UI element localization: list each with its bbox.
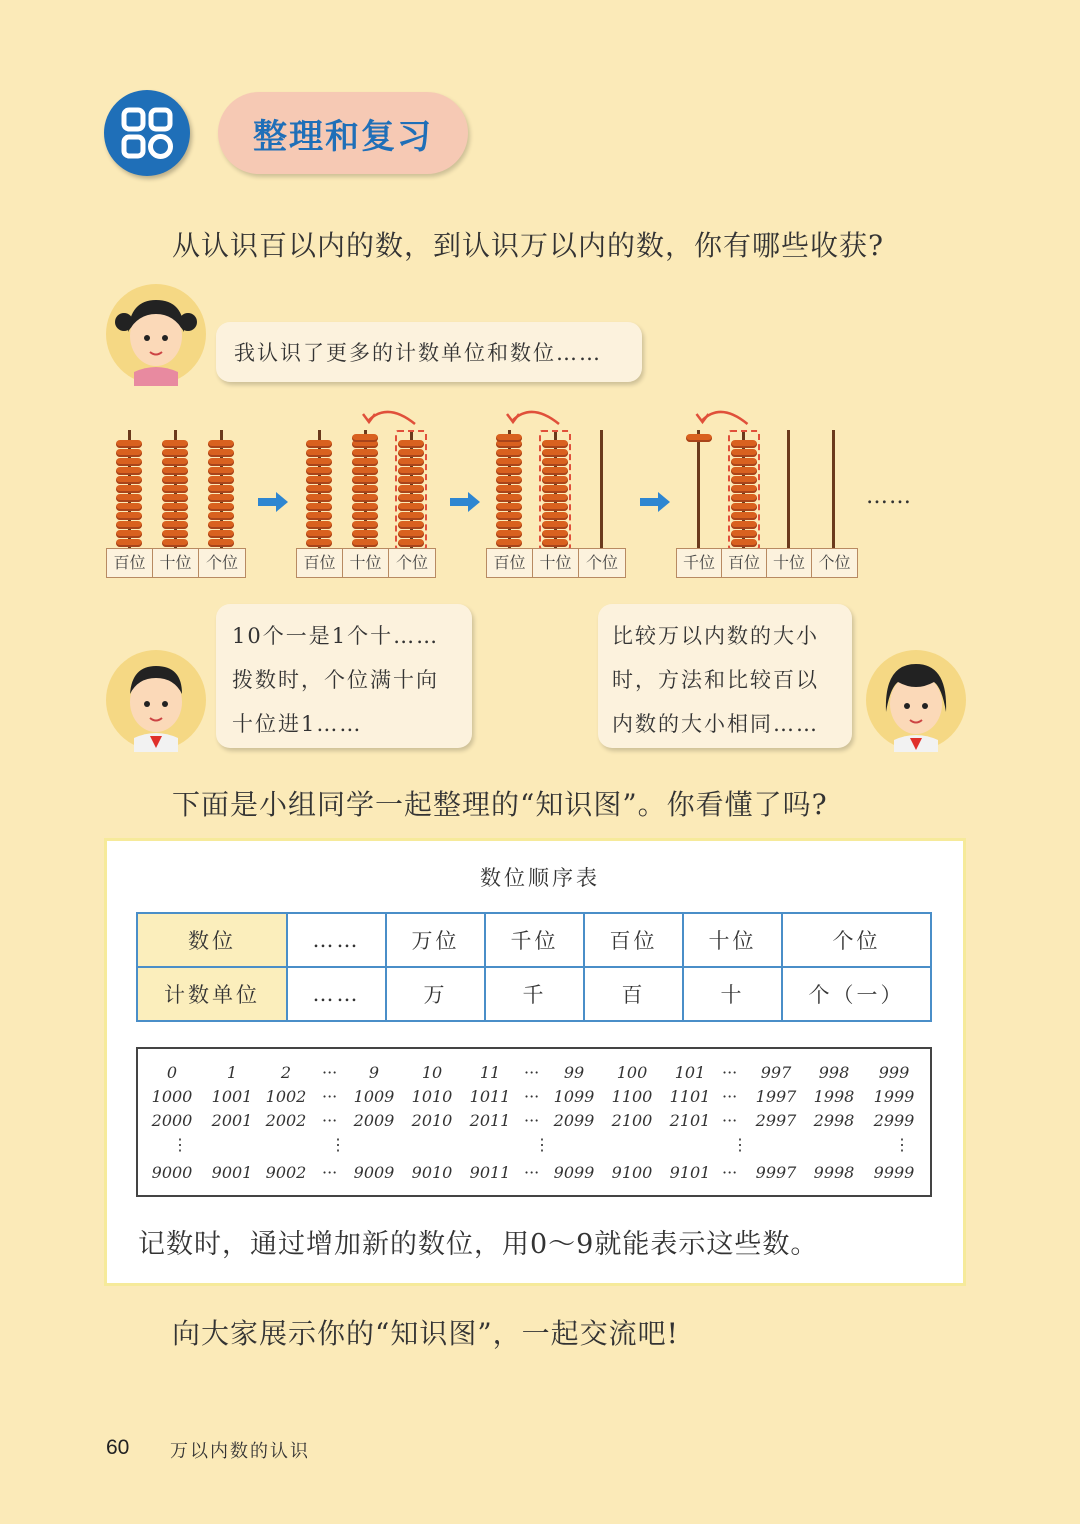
abacus-bead bbox=[496, 485, 522, 493]
boy-speech-line: 10个一是1个十…… bbox=[232, 624, 440, 648]
vertical-ellipsis: ⋮ bbox=[732, 1135, 748, 1154]
abacus-bead bbox=[162, 440, 188, 448]
number-cell: 9101 bbox=[669, 1163, 711, 1182]
abacus-bead bbox=[162, 485, 188, 493]
closing-text: 向大家展示你的“知识图”，一起交流吧! bbox=[172, 1317, 679, 1350]
number-cell: 2011 bbox=[469, 1111, 511, 1130]
abacus-rod bbox=[697, 430, 700, 548]
abacus-bead bbox=[208, 530, 234, 538]
horizontal-ellipsis: ··· bbox=[722, 1087, 738, 1106]
number-cell: 2010 bbox=[411, 1111, 453, 1130]
number-cell: 1002 bbox=[265, 1087, 307, 1106]
abacus-bead bbox=[352, 503, 378, 511]
number-grid bbox=[136, 1047, 932, 1197]
highlight-dashed-box bbox=[539, 430, 571, 550]
abacus-bead bbox=[162, 503, 188, 511]
number-cell: 99 bbox=[563, 1063, 585, 1082]
abacus-place-label: 百位 bbox=[107, 549, 153, 577]
question-text: 从认识百以内的数，到认识万以内的数，你有哪些收获? bbox=[172, 229, 885, 262]
abacus-bead bbox=[162, 494, 188, 502]
horizontal-ellipsis: ··· bbox=[524, 1063, 540, 1082]
abacus-place-label: 千位 bbox=[677, 549, 722, 577]
abacus-bead bbox=[208, 449, 234, 457]
horizontal-ellipsis: ··· bbox=[524, 1163, 540, 1182]
horizontal-ellipsis: ··· bbox=[322, 1087, 338, 1106]
abacus-bead bbox=[208, 539, 234, 547]
carry-arrow-icon bbox=[676, 404, 856, 428]
abacus-bead bbox=[306, 530, 332, 538]
section-title bbox=[218, 92, 468, 174]
number-cell: 9100 bbox=[611, 1163, 653, 1182]
number-cell: 9010 bbox=[411, 1163, 453, 1182]
boy-speech-bubble bbox=[216, 604, 472, 748]
abacus-bead bbox=[352, 539, 378, 547]
number-cell: 0 bbox=[166, 1063, 178, 1082]
abacus-place-label: 个位 bbox=[205, 553, 238, 572]
abacus-bead bbox=[162, 458, 188, 466]
abacus-bead bbox=[208, 476, 234, 484]
abacus-bead bbox=[116, 512, 142, 520]
number-cell: 2101 bbox=[669, 1111, 711, 1130]
abacus-bead bbox=[352, 530, 378, 538]
number-cell: 2000 bbox=[151, 1111, 193, 1130]
number-cell: 1997 bbox=[755, 1087, 797, 1106]
carry-arrow-icon bbox=[296, 404, 434, 428]
abacus-place-label: 百位 bbox=[722, 549, 767, 577]
abacus-rod bbox=[787, 430, 790, 548]
abacus-bead bbox=[162, 539, 188, 547]
table-cell: …… bbox=[287, 967, 386, 1021]
table-cell: 万 bbox=[386, 967, 485, 1021]
table-cell: 千位 bbox=[485, 913, 584, 967]
abacus-bead bbox=[116, 449, 142, 457]
place-value-table bbox=[136, 912, 932, 1022]
abacus-rod bbox=[600, 430, 603, 548]
horizontal-ellipsis: ··· bbox=[322, 1163, 338, 1182]
abacus-bead bbox=[208, 467, 234, 475]
number-cell: 2099 bbox=[553, 1111, 595, 1130]
number-cell: 9099 bbox=[553, 1163, 595, 1182]
number-cell: 2002 bbox=[265, 1111, 307, 1130]
number-cell: 101 bbox=[674, 1063, 706, 1082]
abacus-bead bbox=[306, 503, 332, 511]
intro-text: 下面是小组同学一起整理的“知识图”。你看懂了吗? bbox=[172, 788, 828, 821]
right-arrow-icon bbox=[450, 492, 482, 512]
abacus-bead bbox=[306, 521, 332, 529]
horizontal-ellipsis: ··· bbox=[524, 1087, 540, 1106]
abacus-place-label: 个位 bbox=[395, 553, 428, 572]
abacus-bead bbox=[116, 476, 142, 484]
number-cell: 100 bbox=[616, 1063, 648, 1082]
abacus-bead bbox=[208, 485, 234, 493]
abacus-bead bbox=[306, 476, 332, 484]
girl2-speech-line: 比较万以内数的大小 bbox=[612, 624, 819, 648]
girl2-speech-line: 内数的大小相同…… bbox=[612, 712, 819, 736]
abacus-bead bbox=[306, 539, 332, 547]
abacus-bead bbox=[352, 521, 378, 529]
abacus-bead bbox=[352, 449, 378, 457]
number-cell: 10 bbox=[421, 1063, 443, 1082]
abacus-bead bbox=[116, 494, 142, 502]
horizontal-ellipsis: ··· bbox=[722, 1163, 738, 1182]
abacus-base bbox=[296, 548, 436, 578]
horizontal-ellipsis: ··· bbox=[322, 1111, 338, 1130]
highlight-dashed-box bbox=[728, 430, 760, 550]
number-cell: 2100 bbox=[611, 1111, 653, 1130]
table-caption: 数位顺序表 bbox=[480, 866, 600, 890]
number-cell: 1000 bbox=[151, 1087, 193, 1106]
abacus-bead bbox=[306, 449, 332, 457]
number-cell: 1099 bbox=[553, 1087, 595, 1106]
girl-avatar bbox=[104, 282, 208, 386]
horizontal-ellipsis: ··· bbox=[524, 1111, 540, 1130]
number-cell: 1009 bbox=[353, 1087, 395, 1106]
number-cell: 9 bbox=[368, 1063, 380, 1082]
grid-squares-icon bbox=[104, 90, 190, 176]
right-arrow-icon bbox=[640, 492, 672, 512]
abacus-bead bbox=[116, 539, 142, 547]
table-cell: 百 bbox=[584, 967, 683, 1021]
abacus-place-label: 个位 bbox=[818, 553, 851, 572]
abacus-bead bbox=[116, 440, 142, 448]
boy-speech-line: 十位进1…… bbox=[232, 712, 363, 736]
section-title-text: 整理和复习 bbox=[253, 116, 433, 157]
abacus-bead bbox=[306, 440, 332, 448]
number-cell: 2 bbox=[280, 1063, 292, 1082]
abacus-bead bbox=[306, 467, 332, 475]
abacus-bead bbox=[162, 476, 188, 484]
number-cell: 1010 bbox=[411, 1087, 453, 1106]
abacus-bead bbox=[208, 512, 234, 520]
horizontal-ellipsis: ··· bbox=[722, 1063, 738, 1082]
abacus-bead bbox=[352, 485, 378, 493]
girl2-avatar bbox=[864, 648, 968, 752]
number-cell: 2001 bbox=[211, 1111, 253, 1130]
abacus-bead bbox=[162, 467, 188, 475]
conclusion-text: 记数时，通过增加新的数位，用0～9就能表示这些数。 bbox=[138, 1229, 819, 1260]
number-cell: 9001 bbox=[211, 1163, 253, 1182]
abacus-base bbox=[106, 548, 246, 578]
number-cell: 11 bbox=[479, 1063, 501, 1082]
abacus-bead bbox=[352, 512, 378, 520]
abacus-bead bbox=[352, 467, 378, 475]
number-cell: 9000 bbox=[151, 1163, 193, 1182]
abacus-bead bbox=[496, 530, 522, 538]
number-cell: 9998 bbox=[813, 1163, 855, 1182]
abacus-bead bbox=[352, 476, 378, 484]
table-cell: 个位 bbox=[782, 913, 931, 967]
vertical-ellipsis: ⋮ bbox=[534, 1135, 550, 1154]
vertical-ellipsis: ⋮ bbox=[894, 1135, 910, 1154]
abacus-bead bbox=[496, 503, 522, 511]
abacus bbox=[106, 420, 244, 580]
table-cell: 计数单位 bbox=[137, 967, 287, 1021]
number-cell: 9009 bbox=[353, 1163, 395, 1182]
number-cell: 1011 bbox=[469, 1087, 511, 1106]
number-cell: 9997 bbox=[755, 1163, 797, 1182]
abacus-bead bbox=[352, 434, 378, 442]
number-cell: 999 bbox=[878, 1063, 910, 1082]
number-cell: 1999 bbox=[873, 1087, 915, 1106]
abacus-bead bbox=[306, 494, 332, 502]
abacus-bead bbox=[208, 458, 234, 466]
abacus-bead bbox=[496, 494, 522, 502]
number-cell: 1998 bbox=[813, 1087, 855, 1106]
table-cell: 万位 bbox=[386, 913, 485, 967]
horizontal-ellipsis: ··· bbox=[722, 1111, 738, 1130]
table-cell: 千 bbox=[485, 967, 584, 1021]
abacus-place-label: 百位 bbox=[487, 549, 533, 577]
number-cell: 998 bbox=[818, 1063, 850, 1082]
abacus-place-label: 十位 bbox=[343, 549, 389, 577]
abacus-bead bbox=[208, 521, 234, 529]
place-row bbox=[137, 913, 931, 967]
vertical-ellipsis: ⋮ bbox=[330, 1135, 346, 1154]
carry-arrow-icon bbox=[486, 404, 624, 428]
number-cell: 9011 bbox=[469, 1163, 511, 1182]
boy-speech-line: 拨数时，个位满十向 bbox=[232, 668, 439, 692]
abacus-bead bbox=[116, 458, 142, 466]
page-number: 60 bbox=[106, 1436, 130, 1459]
abacus bbox=[676, 420, 856, 580]
abacus-bead bbox=[162, 512, 188, 520]
abacus-bead bbox=[306, 485, 332, 493]
abacus-bead bbox=[496, 539, 522, 547]
abacus-rod bbox=[832, 430, 835, 548]
book-title: 万以内数的认识 bbox=[170, 1441, 310, 1462]
abacus-bead bbox=[162, 449, 188, 457]
girl2-speech-line: 时，方法和比较百以 bbox=[612, 668, 819, 692]
table-cell: 数位 bbox=[137, 913, 287, 967]
number-cell: 1100 bbox=[611, 1087, 653, 1106]
abacus-bead bbox=[162, 530, 188, 538]
abacus-base bbox=[676, 548, 858, 578]
number-cell: 2998 bbox=[813, 1111, 855, 1130]
number-cell: 2999 bbox=[873, 1111, 915, 1130]
unit-row bbox=[137, 967, 931, 1021]
abacus bbox=[486, 420, 624, 580]
abacus-base bbox=[486, 548, 626, 578]
table-cell: …… bbox=[287, 913, 386, 967]
abacus-bead bbox=[116, 467, 142, 475]
abacus-bead bbox=[686, 434, 712, 442]
table-cell: 百位 bbox=[584, 913, 683, 967]
abacus bbox=[296, 420, 434, 580]
right-arrow-icon bbox=[258, 492, 290, 512]
abacus-bead bbox=[496, 434, 522, 442]
table-cell: 个（一） bbox=[782, 967, 931, 1021]
abacus-bead bbox=[352, 494, 378, 502]
abacus-place-label: 十位 bbox=[533, 549, 579, 577]
abacus-bead bbox=[116, 503, 142, 511]
abacus-bead bbox=[116, 485, 142, 493]
boy-avatar bbox=[104, 648, 208, 752]
abacus-bead bbox=[306, 458, 332, 466]
abacus-place-label: 十位 bbox=[153, 549, 199, 577]
number-cell: 1101 bbox=[669, 1087, 711, 1106]
table-cell: 十位 bbox=[683, 913, 782, 967]
number-cell: 2009 bbox=[353, 1111, 395, 1130]
abacus-bead bbox=[162, 521, 188, 529]
abacus-place-label: 百位 bbox=[297, 549, 343, 577]
abacus-bead bbox=[496, 512, 522, 520]
abacus-place-label: 个位 bbox=[585, 553, 618, 572]
girl-speech-text: 我认识了更多的计数单位和数位…… bbox=[234, 341, 602, 365]
number-cell: 9002 bbox=[265, 1163, 307, 1182]
abacus-bead bbox=[116, 521, 142, 529]
number-cell: 1 bbox=[226, 1063, 238, 1082]
abacus-ellipsis: …… bbox=[866, 484, 912, 509]
number-cell: 9999 bbox=[873, 1163, 915, 1182]
abacus-bead bbox=[352, 458, 378, 466]
abacus-bead bbox=[496, 449, 522, 457]
abacus-place-label: 十位 bbox=[767, 549, 812, 577]
abacus-bead bbox=[496, 458, 522, 466]
abacus-bead bbox=[208, 440, 234, 448]
number-cell: 1001 bbox=[211, 1087, 253, 1106]
abacus-bead bbox=[208, 503, 234, 511]
table-cell: 十 bbox=[683, 967, 782, 1021]
horizontal-ellipsis: ··· bbox=[322, 1063, 338, 1082]
highlight-dashed-box bbox=[395, 430, 427, 550]
vertical-ellipsis: ⋮ bbox=[172, 1135, 188, 1154]
abacus-bead bbox=[496, 521, 522, 529]
girl2-speech-bubble bbox=[598, 604, 852, 748]
abacus-bead bbox=[208, 494, 234, 502]
abacus-bead bbox=[496, 476, 522, 484]
abacus-bead bbox=[496, 467, 522, 475]
abacus-bead bbox=[116, 530, 142, 538]
number-cell: 997 bbox=[760, 1063, 792, 1082]
girl-speech-bubble bbox=[216, 322, 642, 382]
number-cell: 2997 bbox=[755, 1111, 797, 1130]
abacus-bead bbox=[306, 512, 332, 520]
